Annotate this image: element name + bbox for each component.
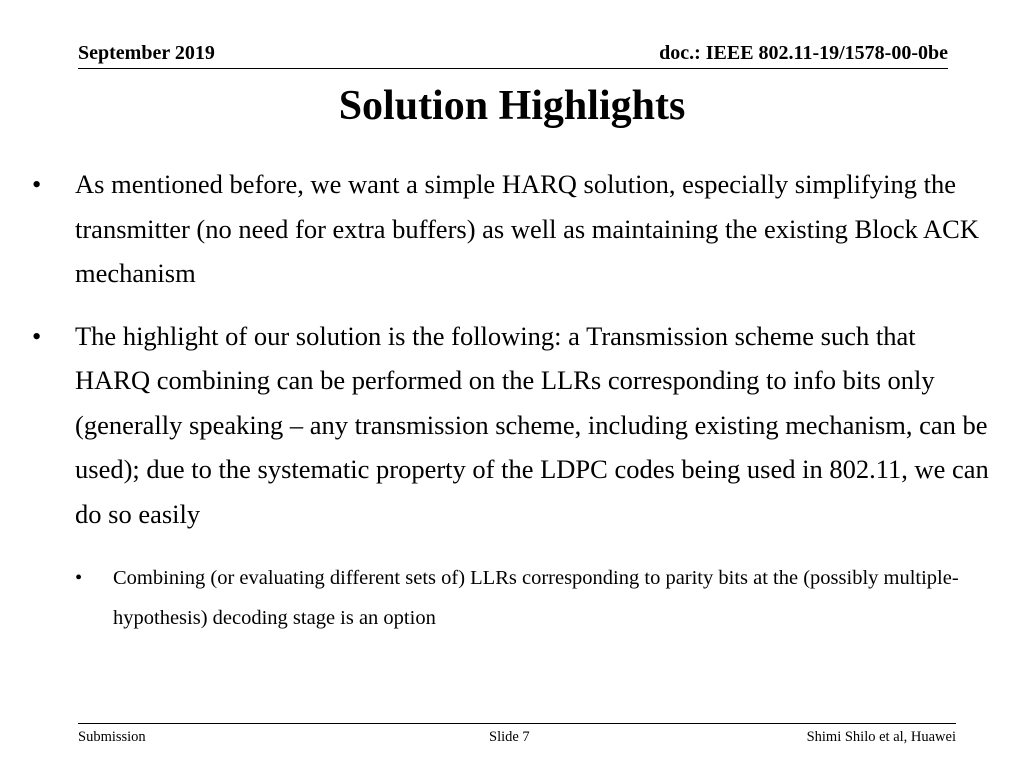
- slide-body: [30, 162, 990, 638]
- bullet-text: As mentioned before, we want a simple HARQ solution, especially simplifying the transmitter (no need for extra buffers) as well as maintaining the existing Block ACK mechanism: [75, 169, 979, 288]
- slide-header: [78, 40, 948, 69]
- bullet-item: [30, 162, 990, 296]
- sub-bullet-dot-icon: •: [75, 567, 83, 589]
- bullet-dot-icon: •: [32, 169, 42, 199]
- footer-slide-number: Slide 7: [489, 729, 530, 745]
- footer-author: Shimi Shilo et al, Huawei: [806, 729, 956, 745]
- bullet-text: The highlight of our solution is the following: a Transmission scheme such that HARQ combining can be performed on the LLRs corresponding to info bits only (generally speaking – any transmission scheme, including existing mechanism, can be used); due to the systematic property of the LDPC codes being used in 802.11, we can do so easily: [75, 320, 989, 529]
- footer-submission: Submission: [78, 729, 146, 745]
- bullet-item: [30, 314, 990, 537]
- bullet-dot-icon: •: [32, 320, 42, 351]
- sub-bullet-text: Combining (or evaluating different sets of) LLRs corresponding to parity bits at the (possibly multiple-hypothesis) decoding stage is an option: [113, 567, 959, 629]
- slide-footer: [78, 723, 956, 754]
- header-date: September 2019: [78, 42, 215, 64]
- header-doc-id: doc.: IEEE 802.11-19/1578-00-0be: [659, 42, 948, 64]
- sub-bullet-item: [30, 558, 990, 638]
- slide-title: Solution Highlights: [338, 83, 686, 129]
